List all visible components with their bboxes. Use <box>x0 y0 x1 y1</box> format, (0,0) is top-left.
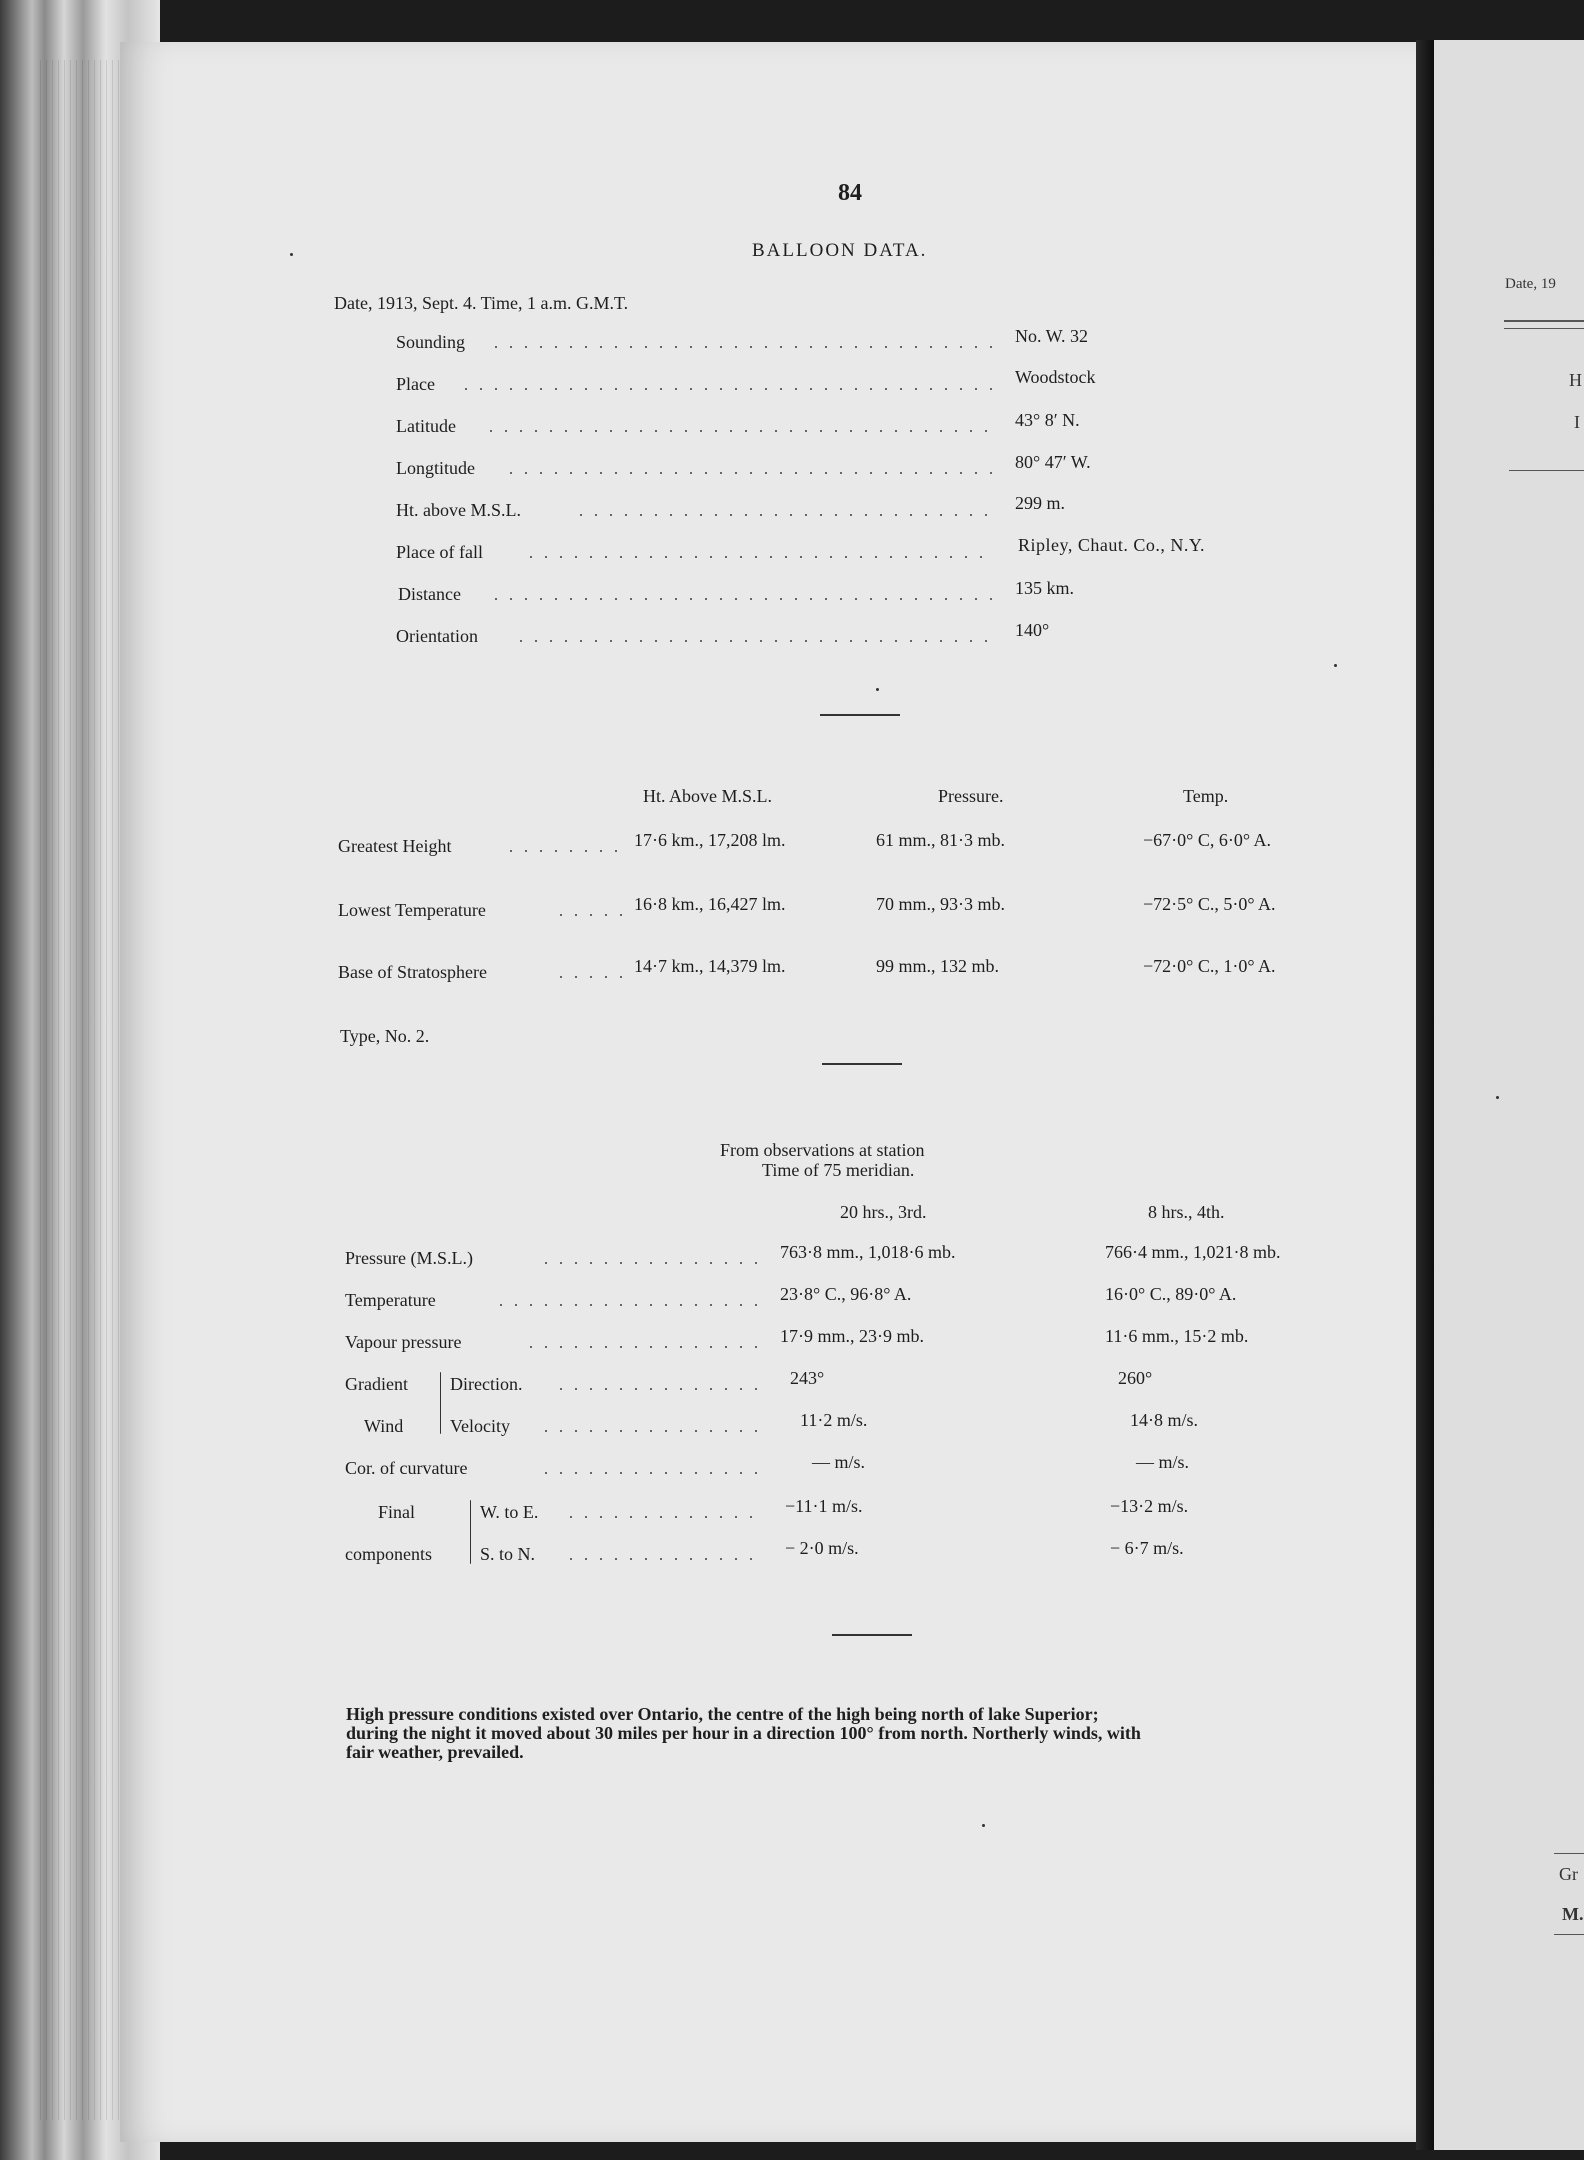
info-label: Ht. above M.S.L. <box>396 500 521 520</box>
leader-dots <box>560 1388 765 1390</box>
row-label: Lowest Temperature <box>338 900 486 920</box>
pressure-value: 99 mm., 132 mb. <box>876 956 1000 976</box>
info-value: 43° 8′ N. <box>1015 410 1080 430</box>
info-value: Woodstock <box>1015 367 1096 387</box>
scan-speck <box>982 1824 985 1827</box>
info-label: Place <box>396 374 435 394</box>
adjacent-page-rule <box>1509 470 1584 471</box>
obs-label: Vapour pressure <box>345 1332 462 1352</box>
obs-value-8h: − 6·7 m/s. <box>1110 1538 1184 1558</box>
section-divider <box>822 1063 902 1065</box>
obs-label: Velocity <box>450 1416 510 1436</box>
brace <box>470 1500 471 1564</box>
pressure-value: 61 mm., 81·3 mb. <box>876 830 1005 850</box>
brace <box>440 1372 441 1434</box>
obs-value-8h: 11·6 mm., 15·2 mb. <box>1105 1326 1249 1346</box>
adjacent-page-rule <box>1554 1853 1584 1854</box>
info-label: Latitude <box>396 416 456 436</box>
adjacent-page-date-fragment: Date, 19 <box>1505 276 1556 292</box>
station-subtitle: Time of 75 meridian. <box>762 1160 915 1180</box>
info-label: Orientation <box>396 626 478 646</box>
leader-dots <box>545 1472 765 1474</box>
adjacent-page-fragment-h: H <box>1569 370 1582 390</box>
adjacent-page-fragment-gr: Gr <box>1559 1864 1578 1884</box>
height-value: 14·7 km., 14,379 lm. <box>634 956 786 976</box>
page-number: 84 <box>838 180 862 206</box>
obs-label: W. to E. <box>480 1502 539 1522</box>
leader-dots <box>570 1516 765 1518</box>
info-value: 140° <box>1015 620 1050 640</box>
obs-label: Direction. <box>450 1374 523 1394</box>
info-value: 299 m. <box>1015 493 1066 513</box>
summary-paragraph <box>346 1705 1406 1762</box>
adjacent-page-rule <box>1554 1934 1584 1935</box>
group-label-components: components <box>345 1544 432 1564</box>
leader-dots <box>570 1558 765 1560</box>
row-label: Base of Stratosphere <box>338 962 487 982</box>
group-label-gradient: Gradient <box>345 1374 408 1394</box>
info-label: Sounding <box>396 332 466 352</box>
obs-label: Cor. of curvature <box>345 1458 468 1478</box>
section-divider <box>820 714 900 716</box>
book-gutter <box>1416 40 1434 2150</box>
leader-dots <box>490 430 995 432</box>
temp-value: −67·0° C, 6·0° A. <box>1143 830 1272 850</box>
obs-value-8h: — m/s. <box>1136 1452 1190 1472</box>
leader-dots <box>545 1430 765 1432</box>
leader-dots <box>545 1262 765 1264</box>
scan-speck <box>290 253 293 256</box>
obs-value-8h: 16·0° C., 89·0° A. <box>1105 1284 1237 1304</box>
obs-value-8h: 260° <box>1118 1368 1153 1388</box>
pressure-value: 70 mm., 93·3 mb. <box>876 894 1005 914</box>
column-header: Ht. Above M.S.L. <box>643 786 773 806</box>
info-value: 80° 47′ W. <box>1015 452 1091 472</box>
adjacent-page-rule <box>1504 328 1584 329</box>
obs-label: Pressure (M.S.L.) <box>345 1248 473 1268</box>
obs-value-20h: 763·8 mm., 1,018·6 mb. <box>780 1242 956 1262</box>
obs-value-8h: 766·4 mm., 1,021·8 mb. <box>1105 1242 1281 1262</box>
page-heading: BALLOON DATA. <box>752 240 928 261</box>
obs-value-20h: — m/s. <box>812 1452 866 1472</box>
info-value: Ripley, Chaut. Co., N.Y. <box>1018 535 1206 555</box>
leader-dots <box>510 472 995 474</box>
info-label: Longtitude <box>396 458 475 478</box>
obs-value-20h: − 2·0 m/s. <box>785 1538 859 1558</box>
date-line: Date, 1913, Sept. 4. Time, 1 a.m. G.M.T. <box>334 293 629 313</box>
paragraph-line: fair weather, prevailed. <box>346 1742 524 1762</box>
leader-dots <box>560 914 625 916</box>
leader-dots <box>580 514 995 516</box>
obs-value-20h: 23·8° C., 96·8° A. <box>780 1284 912 1304</box>
type-line: Type, No. 2. <box>340 1026 430 1046</box>
info-label: Place of fall <box>396 542 483 562</box>
obs-label: Temperature <box>345 1290 436 1310</box>
column-header: 20 hrs., 3rd. <box>840 1202 927 1222</box>
obs-label: S. to N. <box>480 1544 536 1564</box>
paragraph-line: during the night it moved about 30 miles per hour in a direction 100° from north. Northerly winds, with <box>346 1723 1141 1743</box>
obs-value-8h: 14·8 m/s. <box>1130 1410 1199 1430</box>
obs-value-20h: 17·9 mm., 23·9 mb. <box>780 1326 924 1346</box>
leader-dots <box>465 388 995 390</box>
temp-value: −72·5° C., 5·0° A. <box>1143 894 1276 914</box>
adjacent-page-rule <box>1504 320 1584 322</box>
paragraph-line: High pressure conditions existed over Ontario, the centre of the high being north of lake Superior; <box>346 1704 1099 1724</box>
obs-value-20h: 243° <box>790 1368 825 1388</box>
info-label: Distance <box>398 584 461 604</box>
section-divider <box>832 1634 912 1636</box>
column-header: Temp. <box>1183 786 1229 806</box>
station-title: From observations at station <box>720 1140 925 1160</box>
obs-value-20h: 11·2 m/s. <box>800 1410 868 1430</box>
row-label: Greatest Height <box>338 836 452 856</box>
group-label-final: Final <box>378 1502 416 1522</box>
adjacent-page-fragment-m: M. <box>1562 1904 1584 1924</box>
scan-speck <box>876 688 879 691</box>
group-label-wind: Wind <box>364 1416 404 1436</box>
scan-speck <box>1334 664 1337 667</box>
column-header: Pressure. <box>938 786 1004 806</box>
leader-dots <box>510 850 625 852</box>
leader-dots <box>530 556 995 558</box>
temp-value: −72·0° C., 1·0° A. <box>1143 956 1276 976</box>
leader-dots <box>495 346 995 348</box>
height-value: 17·6 km., 17,208 lm. <box>634 830 786 850</box>
height-value: 16·8 km., 16,427 lm. <box>634 894 786 914</box>
obs-value-20h: −11·1 m/s. <box>785 1496 863 1516</box>
leader-dots <box>495 598 995 600</box>
info-value: No. W. 32 <box>1015 326 1089 346</box>
scan-speck <box>1496 1096 1499 1099</box>
leader-dots <box>500 1304 765 1306</box>
adjacent-page <box>1434 40 1584 2150</box>
page <box>120 42 1416 2142</box>
adjacent-page-fragment-i: I <box>1574 412 1580 432</box>
obs-value-8h: −13·2 m/s. <box>1110 1496 1189 1516</box>
leader-dots <box>560 976 625 978</box>
leader-dots <box>520 640 995 642</box>
leader-dots <box>530 1346 765 1348</box>
column-header: 8 hrs., 4th. <box>1148 1202 1225 1222</box>
info-value: 135 km. <box>1015 578 1075 598</box>
